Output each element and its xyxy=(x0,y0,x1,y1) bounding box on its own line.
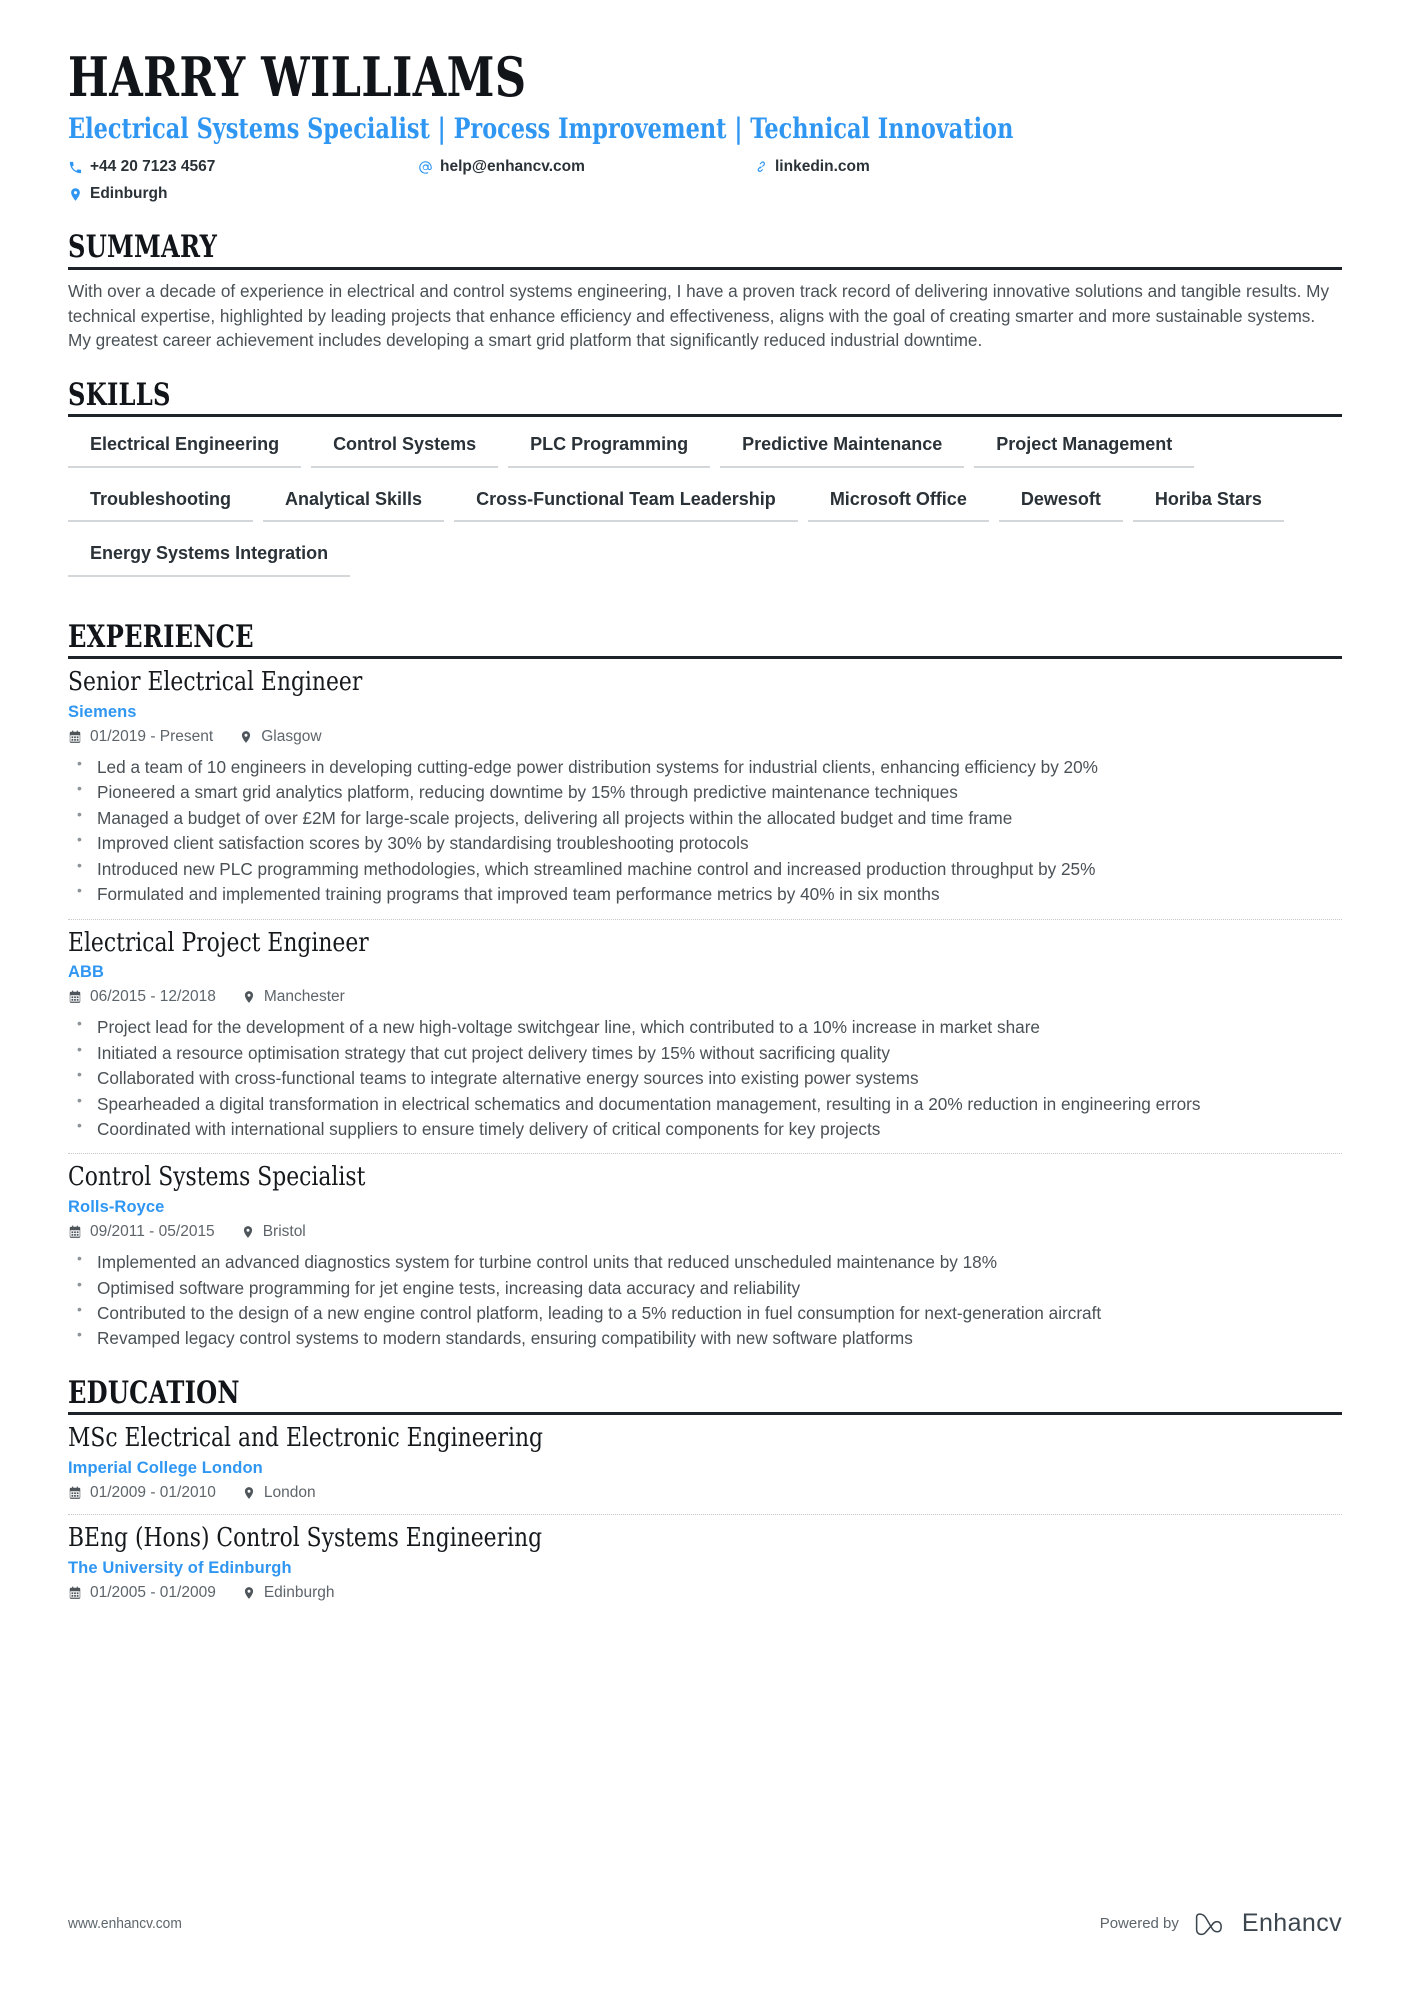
education-entry xyxy=(68,1415,1342,1502)
contact-link-text: linkedin.com xyxy=(775,158,870,176)
contact-location xyxy=(68,183,418,205)
entry-location-text: Glasgow xyxy=(261,728,322,746)
achievement-list xyxy=(68,1250,1342,1351)
resume-header xyxy=(68,45,1342,205)
summary-section xyxy=(68,231,1342,352)
location-pin-icon xyxy=(242,1586,256,1600)
candidate-headline: Electrical Systems Specialist | Process Improvement | Technical Innovation xyxy=(68,112,1014,146)
skill-chip: Electrical Engineering xyxy=(68,431,301,468)
entry-location xyxy=(239,728,321,746)
experience-entries xyxy=(68,659,1342,1350)
date-range xyxy=(68,728,213,746)
institution-name: The University of Edinburgh xyxy=(68,1558,292,1577)
entry-location-text: Bristol xyxy=(262,1223,306,1241)
contact-phone-text: +44 20 7123 4567 xyxy=(90,158,216,176)
date-range xyxy=(68,988,216,1006)
calendar-icon xyxy=(68,1225,82,1239)
experience-entry xyxy=(68,659,1342,906)
date-range-text: 01/2009 - 01/2010 xyxy=(90,1484,216,1502)
achievement-item: • Optimised software programming for jet engine tests, increasing data accuracy and reliability xyxy=(68,1276,1342,1300)
entry-location xyxy=(242,1584,335,1602)
contact-line-secondary xyxy=(68,183,1342,205)
contact-email[interactable] xyxy=(418,156,753,178)
skill-chip: Troubleshooting xyxy=(68,486,253,523)
page-footer xyxy=(68,1909,1342,1938)
company-name: ABB xyxy=(68,963,105,982)
degree-title: MSc Electrical and Electronic Engineering xyxy=(68,1423,544,1454)
enhancv-logo xyxy=(1193,1909,1342,1938)
contact-line-primary xyxy=(68,156,1342,178)
entry-location xyxy=(242,988,345,1006)
entry-meta xyxy=(68,1484,1342,1502)
achievement-item: • Spearheaded a digital transformation in electrical schematics and documentation management, resulting in a 20% reduction in engineering errors xyxy=(68,1092,1342,1116)
location-pin-icon xyxy=(68,187,83,202)
skill-chip: Dewesoft xyxy=(999,486,1123,523)
entry-location xyxy=(241,1223,306,1241)
at-sign-icon xyxy=(418,160,433,175)
calendar-icon xyxy=(68,990,82,1004)
education-section xyxy=(68,1374,1342,1602)
date-range-text: 09/2011 - 05/2015 xyxy=(90,1223,215,1241)
contact-link[interactable] xyxy=(753,156,1033,178)
degree-title: BEng (Hons) Control Systems Engineering xyxy=(68,1523,543,1554)
experience-entry xyxy=(68,920,1342,1142)
skill-chip: Horiba Stars xyxy=(1133,486,1284,523)
location-pin-icon xyxy=(241,1225,255,1239)
achievement-item: • Introduced new PLC programming methodologies, which streamlined machine control and increased production throughput by 25% xyxy=(68,857,1342,881)
date-range xyxy=(68,1484,216,1502)
contact-info xyxy=(68,156,1342,205)
location-pin-icon xyxy=(242,990,256,1004)
entry-location xyxy=(242,1484,316,1502)
skill-chip: Cross-Functional Team Leadership xyxy=(454,486,798,523)
job-title: Senior Electrical Engineer xyxy=(68,667,363,698)
entry-location-text: London xyxy=(263,1484,316,1502)
contact-email-text: help@enhancv.com xyxy=(440,158,585,176)
date-range-text: 06/2015 - 12/2018 xyxy=(90,988,216,1006)
job-title: Control Systems Specialist xyxy=(68,1162,366,1193)
summary-section-rule xyxy=(68,267,1342,270)
date-range-text: 01/2019 - Present xyxy=(90,728,214,746)
achievement-item: • Contributed to the design of a new engine control platform, leading to a 5% reduction in fuel consumption for next-generation aircraft xyxy=(68,1301,1342,1325)
enhancv-mark-icon xyxy=(1193,1911,1233,1937)
achievement-item: • Collaborated with cross-functional teams to integrate alternative energy sources into existing power systems xyxy=(68,1066,1342,1090)
skill-chip: Energy Systems Integration xyxy=(68,540,350,577)
education-entry xyxy=(68,1515,1342,1602)
experience-section-title: EXPERIENCE xyxy=(68,618,254,655)
experience-entry xyxy=(68,1154,1342,1350)
achievement-item: • Project lead for the development of a new high-voltage switchgear line, which contributed to a 10% increase in market share xyxy=(68,1015,1342,1039)
entry-meta xyxy=(68,988,1342,1006)
candidate-name: HARRY WILLIAMS xyxy=(68,45,527,109)
achievement-item: • Led a team of 10 engineers in developing cutting-edge power distribution systems for industrial clients, enhancing efficiency by 20% xyxy=(68,755,1342,779)
phone-icon xyxy=(68,160,83,175)
powered-by-label: Powered by xyxy=(1099,1915,1179,1932)
skill-chip: PLC Programming xyxy=(508,431,710,468)
company-name: Rolls-Royce xyxy=(68,1198,165,1217)
achievement-item: • Revamped legacy control systems to modern standards, ensuring compatibility with new software platforms xyxy=(68,1326,1342,1350)
skill-chip: Analytical Skills xyxy=(263,486,444,523)
achievement-item: • Coordinated with international suppliers to ensure timely delivery of critical components for key projects xyxy=(68,1117,1342,1141)
contact-location-text: Edinburgh xyxy=(90,184,168,202)
entry-location-text: Edinburgh xyxy=(263,1583,335,1601)
summary-section-title: SUMMARY xyxy=(68,229,218,266)
entry-meta xyxy=(68,1584,1342,1602)
calendar-icon xyxy=(68,1586,82,1600)
footer-branding xyxy=(1100,1909,1342,1938)
summary-text: With over a decade of experience in electrical and control systems engineering, I have a proven track record of delivering innovative solutions and tangible results. My technical expertise, highlighted by leading projects that enhance efficiency and effectiveness, aligns with the goal of creating smarter and more sustainable systems. My greatest career achievement includes developing a smart grid platform that significantly reduced industrial downtime. xyxy=(68,280,1330,351)
footer-website[interactable]: www.enhancv.com xyxy=(68,1915,182,1932)
skills-section-rule xyxy=(68,414,1342,417)
link-icon xyxy=(753,160,768,175)
date-range xyxy=(68,1223,215,1241)
achievement-list xyxy=(68,1015,1342,1141)
institution-name: Imperial College London xyxy=(68,1459,263,1478)
contact-phone[interactable] xyxy=(68,156,418,178)
entry-meta xyxy=(68,1223,1342,1241)
calendar-icon xyxy=(68,730,82,744)
achievement-item: • Implemented an advanced diagnostics system for turbine control units that reduced unscheduled maintenance by 18% xyxy=(68,1250,1342,1274)
entry-meta xyxy=(68,728,1342,746)
achievement-item: • Improved client satisfaction scores by 30% by standardising troubleshooting protocols xyxy=(68,831,1342,855)
achievement-item: • Formulated and implemented training programs that improved team performance metrics by 40% in six months xyxy=(68,882,1342,906)
experience-section xyxy=(68,618,1342,1351)
enhancv-wordmark: Enhancv xyxy=(1241,1909,1342,1937)
skill-chip: Microsoft Office xyxy=(808,486,989,523)
achievement-item: • Managed a budget of over £2M for large-scale projects, delivering all projects within the allocated budget and time frame xyxy=(68,806,1342,830)
achievement-item: • Initiated a resource optimisation strategy that cut project delivery times by 15% without sacrificing quality xyxy=(68,1041,1342,1065)
education-section-title: EDUCATION xyxy=(68,1374,240,1411)
achievement-list xyxy=(68,755,1342,907)
entry-location-text: Manchester xyxy=(263,988,345,1006)
date-range xyxy=(68,1584,216,1602)
company-name: Siemens xyxy=(68,703,137,722)
skills-section-title: SKILLS xyxy=(68,376,171,413)
skill-chip: Project Management xyxy=(974,431,1194,468)
education-entries xyxy=(68,1415,1342,1601)
date-range-text: 01/2005 - 01/2009 xyxy=(90,1583,216,1601)
skill-chip: Predictive Maintenance xyxy=(720,431,964,468)
achievement-item: • Pioneered a smart grid analytics platform, reducing downtime by 15% through predictive maintenance techniques xyxy=(68,780,1342,804)
job-title: Electrical Project Engineer xyxy=(68,927,369,958)
skill-chip: Control Systems xyxy=(311,431,498,468)
calendar-icon xyxy=(68,1486,82,1500)
location-pin-icon xyxy=(239,730,253,744)
skills-section xyxy=(68,376,1342,595)
location-pin-icon xyxy=(242,1486,256,1500)
skills-list xyxy=(68,431,1342,595)
